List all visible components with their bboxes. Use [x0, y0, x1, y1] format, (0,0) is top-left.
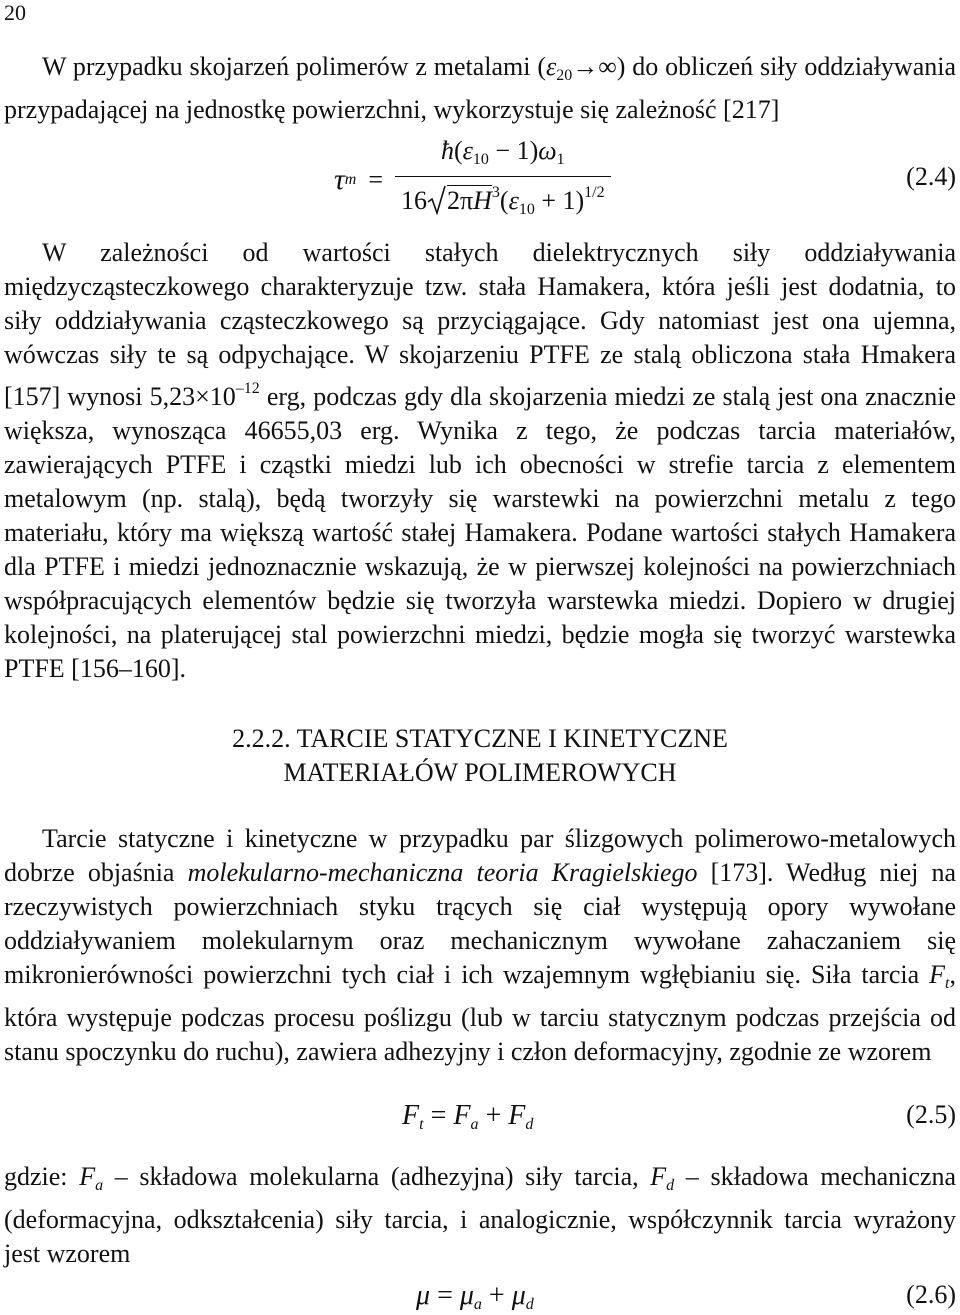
tau-subscript: m [344, 171, 357, 188]
equation-2-6-label: (2.6) [906, 1280, 956, 1309]
arrow-infinity: →∞ [572, 52, 617, 81]
paragraph-2 [4, 236, 956, 686]
paragraph-1-text-b: ) do obliczeń siły oddziaływania przypadającej na jednostkę powierzchni, wykorzystuje się zależność [217] [4, 52, 956, 124]
force-subscript: t [945, 975, 950, 992]
equation-2-4-label: (2.4) [906, 162, 956, 191]
equation-2-4-fraction [395, 135, 611, 226]
fraction-denominator: 16 $2\pi H^3(\varepsilon_{10} + 1)^{1/2}$ [395, 176, 611, 226]
paragraph-1 [4, 50, 956, 127]
square-root-icon [427, 185, 447, 215]
equation-2-5 [4, 1100, 956, 1136]
equation-2-6 [4, 1280, 956, 1314]
section-heading-line-2: MATERIAŁÓW POLIMEROWYCH [283, 758, 677, 787]
tau-symbol: τ [334, 163, 345, 196]
paragraph-2-text-b: erg, podczas gdy dla skojarzenia miedzi ze stalą jest ona znacznie większa, wynosząca 46655,03 erg. Wynika z tego, że podczas tarcia materiałów, zawierających PTFE i cząstki miedzi lub ich obecności w strefie tarcia z elementem metalowym (np. stalą), będą tworzyły się warstewki na powierzchni metalu z tego materiału, który ma większą wartość stałej Hamakera. Podane wartości stałych Hamakera dla PTFE i miedzi jednoznacznie wskazują, że w pierwszej kolejności na powierzchniach współpracujących elementów będzie się tworzyła warstewka miedzi. Dopiero w drugiej kolejności, na platerującej stal powierzchni miedzi, będzie mogła się tworzyć warstewka PTFE [156–160]. [4, 382, 956, 683]
paragraph-3-text-b: [173]. Według niej na rzeczywistych powierzchniach styku trących się ciał występują opory wywołane oddziaływaniem molekularnym oraz mechanicznym wywołane zahaczaniem się mikronierówności powierzchni tych ciał i ich wzajemnym wgłębianiu się. Siła tarcia [4, 858, 956, 989]
paragraph-1-text-a: W przypadku skojarzeń polimerów z metalami ( [42, 52, 546, 81]
epsilon-subscript: 20 [556, 67, 573, 84]
paragraph-4-text-c: – składowa mechaniczna (deformacyjna, odkształcenia) siły tarcia, i analogicznie, współczynnik tarcia wyrażony jest wzorem [4, 1162, 957, 1268]
page-number: 20 [4, 0, 26, 25]
equation-2-5-body: $F_t = F_a + F_d$ [402, 1100, 534, 1133]
paragraph-4-text-b: – składowa molekularna (adhezyjna) siły tarcia, [103, 1162, 651, 1191]
equation-2-5-label: (2.5) [906, 1100, 956, 1129]
paragraph-4: gdzie: $F_a$ – składowa molekularna (adhezyjna) siły tarcia, $F_d$ – składowa mechaniczna (deformacyjna, odkształcenia) siły tarcia, i analogicznie, współczynnik tarcia wyrażony jest wzorem [4, 1162, 957, 1268]
fraction-numerator: $ħ(\varepsilon_{10} - 1)\omega_1$ [440, 135, 565, 168]
exponent: –12 [235, 380, 260, 397]
equation-2-4: τ m = $\frac{ħ(\varepsilon_{10} - 1)\omega_1}{16 2\pi H^3(\varepsilon_{10} + 1)^{1/2}}$ (2.4) [4, 138, 956, 222]
paragraph-3-text-c: , która występuje podczas procesu poślizgu (lub w tarciu statycznym podczas przejścia od stanu spoczynku do ruchu), zawiera adhezyjny i człon deformacyjny, zgodnie ze wzorem [4, 960, 956, 1066]
theory-name: molekularno-mechaniczna teoria Kragielskiego [187, 858, 698, 887]
paragraph-4-text-a: gdzie: [4, 1162, 80, 1191]
section-heading [0, 722, 960, 790]
force-symbol: F [929, 960, 946, 989]
ten-base: 10 [209, 382, 236, 411]
equation-2-6-body: $\mu = \mu_a + \mu_d$ [416, 1280, 534, 1313]
paragraph-3 [4, 822, 956, 1069]
times-symbol: × [195, 382, 210, 411]
paragraph-2-text-a: W zależności od wartości stałych dielektrycznych siły oddziaływania międzycząsteczkowego charakteryzuje tzw. stała Hamakera, która jeśli jest dodatnia, to siły oddziaływania cząsteczkowego są przyciągające. Gdy natomiast jest ona ujemna, wówczas siły te są odpychające. W skojarzeniu PTFE ze stalą obliczona stała Hmakera [157] wynosi 5,23 [4, 238, 956, 411]
section-heading-line-1: 2.2.2. TARCIE STATYCZNE I KINETYCZNE [232, 724, 728, 753]
epsilon-symbol: ε [545, 52, 557, 81]
paragraph-3-text-a: Tarcie statyczne i kinetyczne w przypadku par ślizgowych polimerowo-metalowych dobrze objaśnia [4, 824, 956, 887]
